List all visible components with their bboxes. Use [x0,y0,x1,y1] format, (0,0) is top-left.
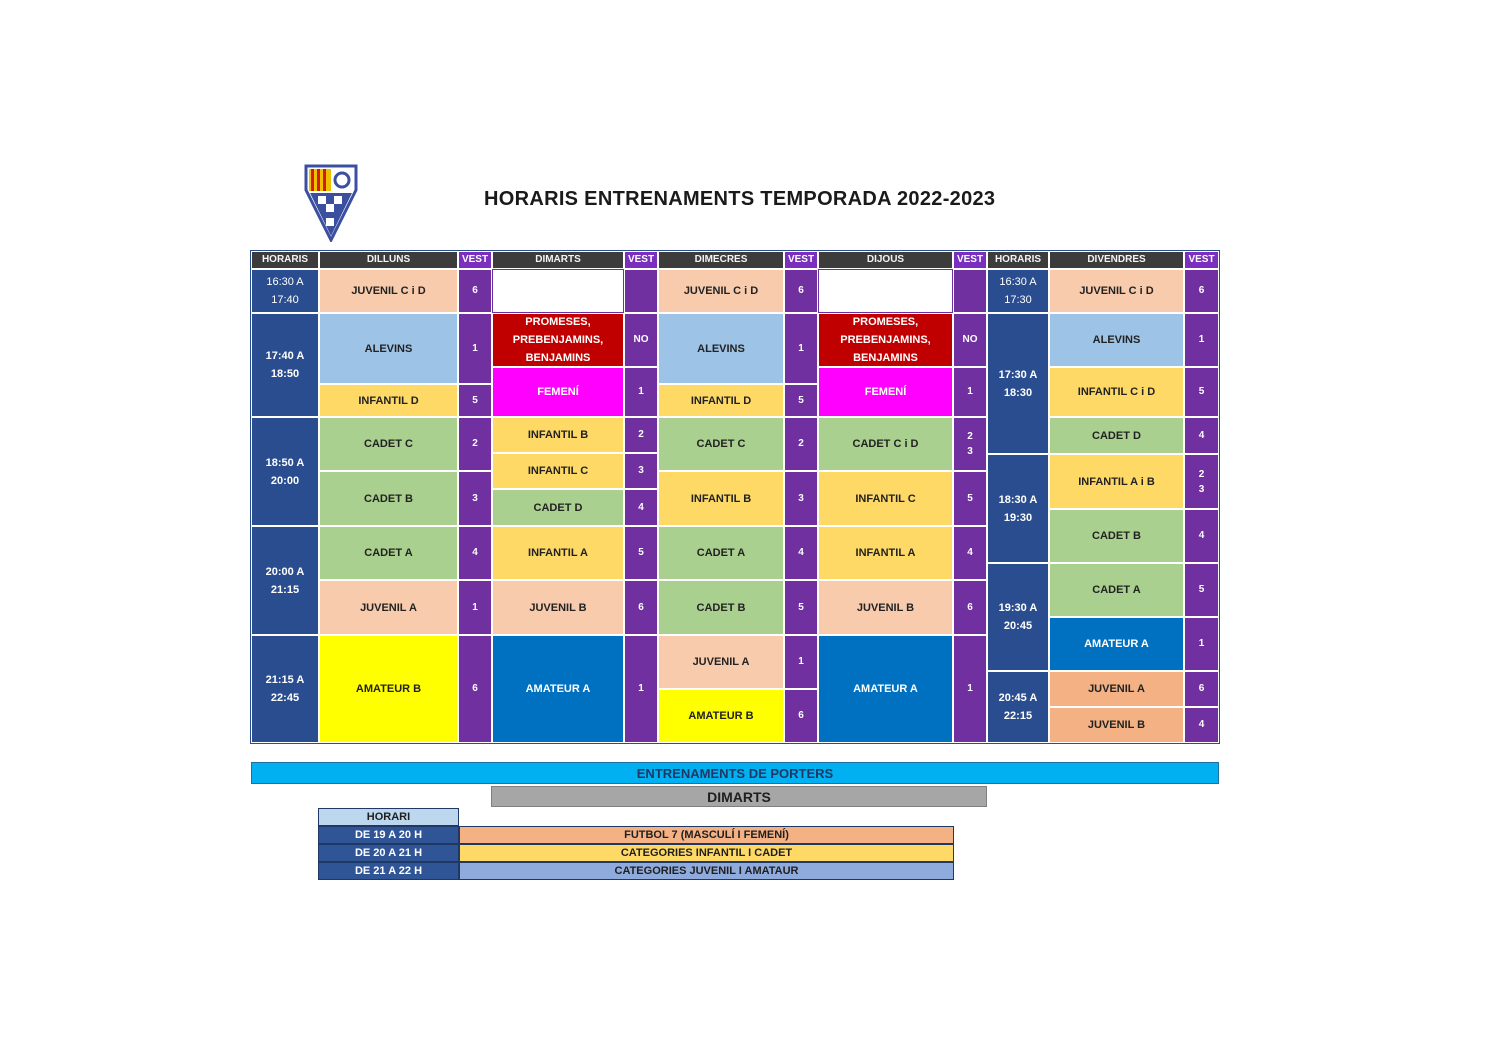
vest-cell [624,269,658,313]
team-cell: JUVENIL B [492,580,624,635]
porters-time: DE 21 A 22 H [318,862,459,880]
vest-cell: 2 [784,417,818,471]
header-vest: VEST [624,251,658,269]
vest-cell: 5 [1184,563,1219,617]
porters-day: DIMARTS [491,786,987,807]
time-slot: 20:45 A 22:15 [987,671,1049,743]
team-cell: PROMESES, PREBENJAMINS, BENJAMINS [818,313,953,367]
vest-cell: 2 [458,417,492,471]
team-cell: JUVENIL B [1049,707,1184,743]
vest-cell: 4 [784,526,818,580]
team-cell: AMATEUR B [658,689,784,743]
time-slot: 17:40 A 18:50 [251,313,319,417]
team-cell: JUVENIL B [818,580,953,635]
vest-cell: 5 [624,526,658,580]
team-cell: CADET B [1049,509,1184,563]
vest-cell: 4 [624,489,658,526]
vest-cell: 1 [624,367,658,417]
vest-cell: 1 [953,635,987,743]
vest-cell: 5 [1184,367,1219,417]
header-vest: VEST [953,251,987,269]
team-cell: CADET D [1049,417,1184,454]
vest-cell: 2 3 [1184,454,1219,509]
team-cell: JUVENIL C i D [658,269,784,313]
vest-cell: 1 [458,580,492,635]
time-slot: 16:30 A 17:40 [251,269,319,313]
time-slot: 17:30 A 18:30 [987,313,1049,454]
team-cell: ALEVINS [1049,313,1184,367]
vest-cell: 4 [1184,707,1219,743]
porters-time: DE 19 A 20 H [318,826,459,844]
porters-group: CATEGORIES INFANTIL I CADET [459,844,954,862]
header-divendres: DIVENDRES [1049,251,1184,269]
header-dijous: DIJOUS [818,251,953,269]
header-dimecres: DIMECRES [658,251,784,269]
vest-cell: 4 [1184,509,1219,563]
vest-cell: 1 [784,313,818,384]
empty-cell [492,269,624,313]
team-cell: INFANTIL C i D [1049,367,1184,417]
vest-cell: 3 [624,453,658,489]
vest-cell: 2 [624,417,658,453]
team-cell: INFANTIL C [492,453,624,489]
header-horaris: HORARIS [987,251,1049,269]
team-cell: INFANTIL C [818,471,953,526]
team-cell: FEMENÍ [818,367,953,417]
team-cell: ALEVINS [658,313,784,384]
vest-cell: 3 [458,471,492,526]
team-cell: INFANTIL A [492,526,624,580]
header-vest: VEST [1184,251,1219,269]
header-dilluns: DILLUNS [319,251,458,269]
porters-time: DE 20 A 21 H [318,844,459,862]
porters-group: CATEGORIES JUVENIL I AMATAUR [459,862,954,880]
team-cell: CADET C i D [818,417,953,471]
vest-cell [953,269,987,313]
team-cell: INFANTIL B [492,417,624,453]
team-cell: CADET A [319,526,458,580]
club-crest-icon [302,160,360,242]
team-cell: JUVENIL A [1049,671,1184,707]
team-cell: AMATEUR A [818,635,953,743]
empty-cell [818,269,953,313]
team-cell: JUVENIL A [319,580,458,635]
vest-cell: 3 [784,471,818,526]
header-vest: VEST [784,251,818,269]
vest-cell: 6 [953,580,987,635]
team-cell: INFANTIL D [658,384,784,417]
team-cell: CADET B [658,580,784,635]
page-title: HORARIS ENTRENAMENTS TEMPORADA 2022-2023 [484,188,996,210]
vest-cell: 1 [1184,313,1219,367]
time-slot: 18:30 A 19:30 [987,454,1049,563]
team-cell: PROMESES, PREBENJAMINS, BENJAMINS [492,313,624,367]
vest-cell: 1 [784,635,818,689]
team-cell: FEMENÍ [492,367,624,417]
porters-header: HORARI [318,808,459,826]
team-cell: INFANTIL A i B [1049,454,1184,509]
vest-cell: 5 [784,580,818,635]
team-cell: CADET B [319,471,458,526]
team-cell: AMATEUR B [319,635,458,743]
header-dimarts: DIMARTS [492,251,624,269]
team-cell: AMATEUR A [492,635,624,743]
time-slot: 20:00 A 21:15 [251,526,319,635]
vest-cell: 6 [624,580,658,635]
header-horaris: HORARIS [251,251,319,269]
team-cell: JUVENIL C i D [319,269,458,313]
time-slot: 21:15 A 22:45 [251,635,319,743]
team-cell: JUVENIL C i D [1049,269,1184,313]
vest-cell: 6 [458,269,492,313]
vest-cell: 5 [953,471,987,526]
time-slot: 19:30 A 20:45 [987,563,1049,671]
team-cell: JUVENIL A [658,635,784,689]
vest-cell: 2 3 [953,417,987,471]
vest-cell: 1 [624,635,658,743]
vest-cell: 1 [953,367,987,417]
vest-cell: 6 [784,269,818,313]
vest-cell: 1 [1184,617,1219,671]
vest-cell: 5 [784,384,818,417]
team-cell: INFANTIL B [658,471,784,526]
vest-cell: 6 [784,689,818,743]
vest-cell: 4 [458,526,492,580]
time-slot: 16:30 A 17:30 [987,269,1049,313]
team-cell: CADET C [658,417,784,471]
team-cell: CADET A [1049,563,1184,617]
vest-cell: NO [624,313,658,367]
team-cell: CADET C [319,417,458,471]
vest-cell: 6 [1184,671,1219,707]
vest-cell: NO [953,313,987,367]
vest-cell: 4 [953,526,987,580]
team-cell: AMATEUR A [1049,617,1184,671]
porters-group: FUTBOL 7 (MASCULÍ I FEMENÍ) [459,826,954,844]
team-cell: ALEVINS [319,313,458,384]
team-cell: CADET A [658,526,784,580]
vest-cell: 4 [1184,417,1219,454]
porters-title: ENTRENAMENTS DE PORTERS [251,762,1219,784]
team-cell: INFANTIL D [319,384,458,417]
vest-cell: 6 [1184,269,1219,313]
team-cell: CADET D [492,489,624,526]
time-slot: 18:50 A 20:00 [251,417,319,526]
vest-cell: 6 [458,635,492,743]
header-vest: VEST [458,251,492,269]
team-cell: INFANTIL A [818,526,953,580]
vest-cell: 5 [458,384,492,417]
vest-cell: 1 [458,313,492,384]
